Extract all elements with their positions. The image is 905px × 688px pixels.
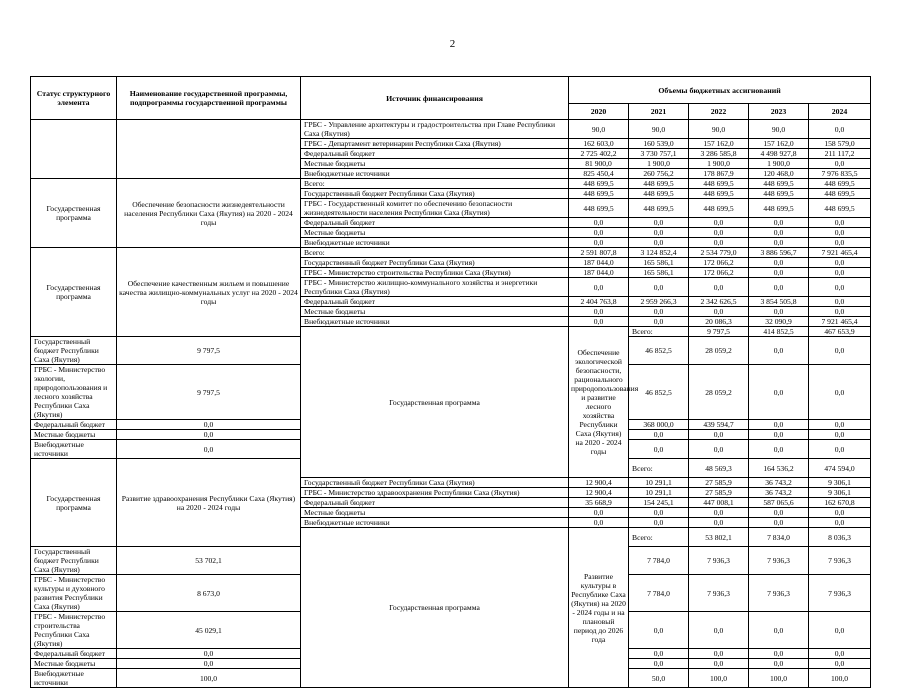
value-cell: 0,0 xyxy=(629,218,689,228)
value-cell: 448 699,5 xyxy=(749,199,809,218)
value-cell: 7 936,3 xyxy=(809,547,871,575)
value-cell: 0,0 xyxy=(749,365,809,420)
value-cell: 448 699,5 xyxy=(689,199,749,218)
value-cell: 0,0 xyxy=(749,508,809,518)
source-cell: Внебюджетные источники xyxy=(301,518,569,528)
value-cell: 0,0 xyxy=(689,228,749,238)
value-cell: 27 585,9 xyxy=(689,488,749,498)
source-cell: Местные бюджеты xyxy=(301,508,569,518)
value-cell: 10 291,1 xyxy=(629,488,689,498)
value-cell: 48 569,3 xyxy=(689,459,749,478)
value-cell: 0,0 xyxy=(569,307,629,317)
value-cell: 20 086,3 xyxy=(689,317,749,327)
value-cell: 28 059,2 xyxy=(689,365,749,420)
value-cell: 90,0 xyxy=(629,120,689,139)
value-cell: 100,0 xyxy=(117,669,301,688)
value-cell: 0,0 xyxy=(117,440,301,459)
source-cell: Государственный бюджет Республики Саха (Якутия) xyxy=(31,547,117,575)
source-cell: ГРБС - Министерство культуры и духовного развития Республики Саха (Якутия) xyxy=(31,575,117,612)
value-cell: 1 900,0 xyxy=(629,159,689,169)
value-cell: 0,0 xyxy=(689,238,749,248)
value-cell: 3 854 505,8 xyxy=(749,297,809,307)
source-cell: Внебюджетные источники xyxy=(301,317,569,327)
table-row xyxy=(31,120,871,139)
value-cell: 0,0 xyxy=(689,278,749,297)
value-cell: 0,0 xyxy=(629,440,689,459)
value-cell: 0,0 xyxy=(749,612,809,649)
value-cell: 165 586,1 xyxy=(629,258,689,268)
value-cell: 178 867,9 xyxy=(689,169,749,179)
value-cell: 7 936,3 xyxy=(689,575,749,612)
value-cell: 100,0 xyxy=(689,669,749,688)
value-cell: 9 306,1 xyxy=(809,478,871,488)
value-cell: 0,0 xyxy=(569,508,629,518)
value-cell: 0,0 xyxy=(809,659,871,669)
value-cell: 9 306,1 xyxy=(809,488,871,498)
status-cell: Государственная программа xyxy=(301,528,569,688)
value-cell: 2 342 626,5 xyxy=(689,297,749,307)
value-cell: 2 725 402,2 xyxy=(569,149,629,159)
header-year: 2021 xyxy=(629,104,689,120)
value-cell: 53 702,1 xyxy=(117,547,301,575)
source-cell: ГРБС - Министерство строительства Республики Саха (Якутия) xyxy=(301,268,569,278)
value-cell: 50,0 xyxy=(629,669,689,688)
value-cell: 0,0 xyxy=(809,508,871,518)
header-year: 2024 xyxy=(809,104,871,120)
value-cell: 0,0 xyxy=(569,278,629,297)
value-cell: 0,0 xyxy=(569,317,629,327)
value-cell: 0,0 xyxy=(629,612,689,649)
source-cell: Всего: xyxy=(629,327,689,337)
value-cell: 7 784,0 xyxy=(629,547,689,575)
value-cell: 1 900,0 xyxy=(689,159,749,169)
source-cell: Местные бюджеты xyxy=(31,659,117,669)
program-name-cell: Развитие культуры в Республике Саха (Якутия) на 2020 - 2024 годы и на плановый период до 2026 года xyxy=(569,528,629,688)
value-cell: 0,0 xyxy=(689,649,749,659)
value-cell: 158 579,0 xyxy=(809,139,871,149)
value-cell: 467 653,9 xyxy=(809,327,871,337)
value-cell: 0,0 xyxy=(809,420,871,430)
value-cell: 0,0 xyxy=(809,337,871,365)
source-cell: Федеральный бюджет xyxy=(301,149,569,159)
value-cell: 448 699,5 xyxy=(689,189,749,199)
source-cell: Местные бюджеты xyxy=(301,307,569,317)
value-cell: 448 699,5 xyxy=(569,179,629,189)
source-cell: Внебюджетные источники xyxy=(301,238,569,248)
value-cell: 0,0 xyxy=(809,297,871,307)
value-cell: 120 468,0 xyxy=(749,169,809,179)
source-cell: Федеральный бюджет xyxy=(301,218,569,228)
value-cell: 81 900,0 xyxy=(569,159,629,169)
value-cell: 7 936,3 xyxy=(689,547,749,575)
source-cell: ГРБС - Министерство здравоохранения Республики Саха (Якутия) xyxy=(301,488,569,498)
value-cell: 0,0 xyxy=(569,518,629,528)
value-cell: 414 852,5 xyxy=(749,327,809,337)
program-name-cell: Развитие здравоохранения Республики Саха (Якутия) на 2020 - 2024 годы xyxy=(117,459,301,547)
header-year: 2020 xyxy=(569,104,629,120)
value-cell: 0,0 xyxy=(117,649,301,659)
value-cell: 0,0 xyxy=(117,420,301,430)
value-cell: 447 008,1 xyxy=(689,498,749,508)
header-year: 2023 xyxy=(749,104,809,120)
status-cell xyxy=(31,120,117,179)
value-cell: 27 585,9 xyxy=(689,478,749,488)
source-cell: Государственный бюджет Республики Саха (Якутия) xyxy=(301,478,569,488)
value-cell: 0,0 xyxy=(809,649,871,659)
source-cell: Всего: xyxy=(301,248,569,258)
value-cell: 448 699,5 xyxy=(629,179,689,189)
value-cell: 90,0 xyxy=(749,120,809,139)
header-status: Статус структурного элемента xyxy=(31,77,117,120)
source-cell: ГРБС - Управление архитектуры и градостроительства при Главе Республики Саха (Якутия) xyxy=(301,120,569,139)
source-cell: Федеральный бюджет xyxy=(301,498,569,508)
value-cell: 0,0 xyxy=(749,659,809,669)
value-cell: 0,0 xyxy=(809,238,871,248)
source-cell: Местные бюджеты xyxy=(301,228,569,238)
table-row xyxy=(31,179,871,189)
value-cell: 0,0 xyxy=(809,430,871,440)
value-cell: 46 852,5 xyxy=(629,365,689,420)
status-cell: Государственная программа xyxy=(301,327,569,478)
status-cell: Государственная программа xyxy=(31,248,117,337)
value-cell: 9 797,5 xyxy=(117,337,301,365)
value-cell: 0,0 xyxy=(629,307,689,317)
value-cell: 0,0 xyxy=(749,218,809,228)
value-cell: 368 000,0 xyxy=(629,420,689,430)
page-number: 2 xyxy=(449,38,456,50)
value-cell: 162 603,0 xyxy=(569,139,629,149)
header-program-name: Наименование государственной программы, подпрограммы государственной программы xyxy=(117,77,301,120)
value-cell: 260 756,2 xyxy=(629,169,689,179)
value-cell: 8 673,0 xyxy=(117,575,301,612)
value-cell: 211 117,2 xyxy=(809,149,871,159)
table-body xyxy=(31,120,871,688)
value-cell: 28 059,2 xyxy=(689,337,749,365)
value-cell: 448 699,5 xyxy=(749,179,809,189)
value-cell: 0,0 xyxy=(809,365,871,420)
source-cell: ГРБС - Министерство жилищно-коммунального хозяйства и энергетики Республики Саха (Якутия) xyxy=(301,278,569,297)
value-cell: 0,0 xyxy=(689,218,749,228)
header-source: Источник финансирования xyxy=(301,77,569,120)
value-cell: 3 730 757,1 xyxy=(629,149,689,159)
value-cell: 165 586,1 xyxy=(629,268,689,278)
value-cell: 45 029,1 xyxy=(117,612,301,649)
value-cell: 448 699,5 xyxy=(809,199,871,218)
value-cell: 0,0 xyxy=(689,508,749,518)
value-cell: 7 784,0 xyxy=(629,575,689,612)
value-cell: 0,0 xyxy=(629,278,689,297)
value-cell: 0,0 xyxy=(629,238,689,248)
value-cell: 12 900,4 xyxy=(569,478,629,488)
value-cell: 825 450,4 xyxy=(569,169,629,179)
header-year: 2022 xyxy=(689,104,749,120)
value-cell: 0,0 xyxy=(749,518,809,528)
value-cell: 0,0 xyxy=(749,258,809,268)
value-cell: 172 066,2 xyxy=(689,258,749,268)
value-cell: 448 699,5 xyxy=(749,189,809,199)
value-cell: 448 699,5 xyxy=(629,199,689,218)
value-cell: 0,0 xyxy=(689,440,749,459)
value-cell: 157 162,0 xyxy=(749,139,809,149)
value-cell: 100,0 xyxy=(809,669,871,688)
value-cell: 0,0 xyxy=(809,278,871,297)
value-cell: 187 044,0 xyxy=(569,268,629,278)
value-cell: 0,0 xyxy=(629,430,689,440)
value-cell: 160 539,0 xyxy=(629,139,689,149)
source-cell: Местные бюджеты xyxy=(301,159,569,169)
value-cell: 1 900,0 xyxy=(749,159,809,169)
value-cell: 32 090,9 xyxy=(749,317,809,327)
source-cell: Внебюджетные источники xyxy=(301,169,569,179)
value-cell: 53 802,1 xyxy=(689,528,749,547)
value-cell: 0,0 xyxy=(809,218,871,228)
value-cell: 0,0 xyxy=(749,337,809,365)
value-cell: 448 699,5 xyxy=(809,179,871,189)
value-cell: 0,0 xyxy=(629,649,689,659)
value-cell: 7 936,3 xyxy=(809,575,871,612)
value-cell: 0,0 xyxy=(689,612,749,649)
value-cell: 448 699,5 xyxy=(689,179,749,189)
value-cell: 587 065,6 xyxy=(749,498,809,508)
value-cell: 0,0 xyxy=(749,228,809,238)
value-cell: 3 124 852,4 xyxy=(629,248,689,258)
value-cell: 0,0 xyxy=(117,659,301,669)
value-cell: 3 886 596,7 xyxy=(749,248,809,258)
value-cell: 448 699,5 xyxy=(569,189,629,199)
value-cell: 0,0 xyxy=(749,268,809,278)
value-cell: 0,0 xyxy=(809,120,871,139)
value-cell: 3 286 585,8 xyxy=(689,149,749,159)
program-name-cell: Обеспечение качественным жильем и повышение качества жилищно-коммунальных услуг на 2020 - 2024 годы xyxy=(117,248,301,337)
value-cell: 12 900,4 xyxy=(569,488,629,498)
header-funding: Объемы бюджетных ассигнований xyxy=(569,77,871,104)
value-cell: 0,0 xyxy=(689,430,749,440)
value-cell: 154 245,1 xyxy=(629,498,689,508)
value-cell: 2 591 807,8 xyxy=(569,248,629,258)
source-cell: Государственный бюджет Республики Саха (Якутия) xyxy=(301,258,569,268)
value-cell: 0,0 xyxy=(809,518,871,528)
value-cell: 2 534 779,0 xyxy=(689,248,749,258)
value-cell: 0,0 xyxy=(809,307,871,317)
source-cell: Государственный бюджет Республики Саха (Якутия) xyxy=(31,337,117,365)
value-cell: 448 699,5 xyxy=(629,189,689,199)
value-cell: 9 797,5 xyxy=(689,327,749,337)
value-cell: 0,0 xyxy=(749,420,809,430)
source-cell: ГРБС - Министерство строительства Республики Саха (Якутия) xyxy=(31,612,117,649)
value-cell: 0,0 xyxy=(629,317,689,327)
value-cell: 164 536,2 xyxy=(749,459,809,478)
value-cell: 0,0 xyxy=(749,440,809,459)
value-cell: 0,0 xyxy=(749,307,809,317)
value-cell: 7 921 465,4 xyxy=(809,248,871,258)
value-cell: 0,0 xyxy=(749,278,809,297)
value-cell: 0,0 xyxy=(809,268,871,278)
value-cell: 0,0 xyxy=(629,518,689,528)
value-cell: 0,0 xyxy=(749,430,809,440)
value-cell: 10 291,1 xyxy=(629,478,689,488)
source-cell: Государственный бюджет Республики Саха (Якутия) xyxy=(301,189,569,199)
value-cell: 0,0 xyxy=(569,238,629,248)
value-cell: 7 834,0 xyxy=(749,528,809,547)
status-cell: Государственная программа xyxy=(31,459,117,547)
value-cell: 90,0 xyxy=(569,120,629,139)
source-cell: Местные бюджеты xyxy=(31,430,117,440)
value-cell: 90,0 xyxy=(689,120,749,139)
source-cell: ГРБС - Государственный комитет по обеспечению безопасности жизнедеятельности населения Республики Саха (Якутия) xyxy=(301,199,569,218)
value-cell: 0,0 xyxy=(749,238,809,248)
value-cell: 172 066,2 xyxy=(689,268,749,278)
value-cell: 474 594,0 xyxy=(809,459,871,478)
value-cell: 35 668,9 xyxy=(569,498,629,508)
value-cell: 0,0 xyxy=(629,508,689,518)
value-cell: 4 498 927,8 xyxy=(749,149,809,159)
value-cell: 2 404 763,8 xyxy=(569,297,629,307)
value-cell: 9 797,5 xyxy=(117,365,301,420)
value-cell: 0,0 xyxy=(809,258,871,268)
source-cell: ГРБС - Департамент ветеринарии Республики Саха (Якутия) xyxy=(301,139,569,149)
value-cell: 100,0 xyxy=(749,669,809,688)
source-cell: Федеральный бюджет xyxy=(31,649,117,659)
program-name-cell: Обеспечение безопасности жизнедеятельности населения Республики Саха (Якутия) на 2020 - 2024 годы xyxy=(117,179,301,248)
value-cell: 162 670,8 xyxy=(809,498,871,508)
program-name-cell: Обеспечение экологической безопасности, рационального природопользования и развитие лесного хозяйства Республики Саха (Якутия) на 2020 - 2024 годы xyxy=(569,327,629,478)
value-cell: 7 936,3 xyxy=(749,547,809,575)
value-cell: 0,0 xyxy=(629,659,689,669)
value-cell: 0,0 xyxy=(117,430,301,440)
value-cell: 8 036,3 xyxy=(809,528,871,547)
value-cell: 0,0 xyxy=(689,307,749,317)
source-cell: Всего: xyxy=(629,528,689,547)
value-cell: 0,0 xyxy=(689,659,749,669)
value-cell: 448 699,5 xyxy=(809,189,871,199)
value-cell: 7 936,3 xyxy=(749,575,809,612)
value-cell: 0,0 xyxy=(809,159,871,169)
value-cell: 157 162,0 xyxy=(689,139,749,149)
value-cell: 0,0 xyxy=(689,518,749,528)
source-cell: Внебюджетные источники xyxy=(31,669,117,688)
value-cell: 36 743,2 xyxy=(749,488,809,498)
value-cell: 0,0 xyxy=(749,649,809,659)
value-cell: 0,0 xyxy=(629,228,689,238)
value-cell: 2 959 266,3 xyxy=(629,297,689,307)
value-cell: 439 594,7 xyxy=(689,420,749,430)
source-cell: Федеральный бюджет xyxy=(301,297,569,307)
status-cell: Государственная программа xyxy=(31,179,117,248)
value-cell: 0,0 xyxy=(809,612,871,649)
value-cell: 7 921 465,4 xyxy=(809,317,871,327)
value-cell: 46 852,5 xyxy=(629,337,689,365)
value-cell: 187 044,0 xyxy=(569,258,629,268)
value-cell: 448 699,5 xyxy=(569,199,629,218)
budget-table xyxy=(30,76,871,688)
value-cell: 0,0 xyxy=(569,228,629,238)
value-cell: 0,0 xyxy=(809,440,871,459)
source-cell: Всего: xyxy=(301,179,569,189)
source-cell: ГРБС - Министерство экологии, природопользования и лесного хозяйства Республики Саха (Якутия) xyxy=(31,365,117,420)
value-cell: 0,0 xyxy=(809,228,871,238)
value-cell: 36 743,2 xyxy=(749,478,809,488)
source-cell: Внебюджетные источники xyxy=(31,440,117,459)
program-name-cell xyxy=(117,120,301,179)
source-cell: Федеральный бюджет xyxy=(31,420,117,430)
table-row xyxy=(31,248,871,258)
value-cell: 7 976 835,5 xyxy=(809,169,871,179)
source-cell: Всего: xyxy=(629,459,689,478)
value-cell: 0,0 xyxy=(569,218,629,228)
